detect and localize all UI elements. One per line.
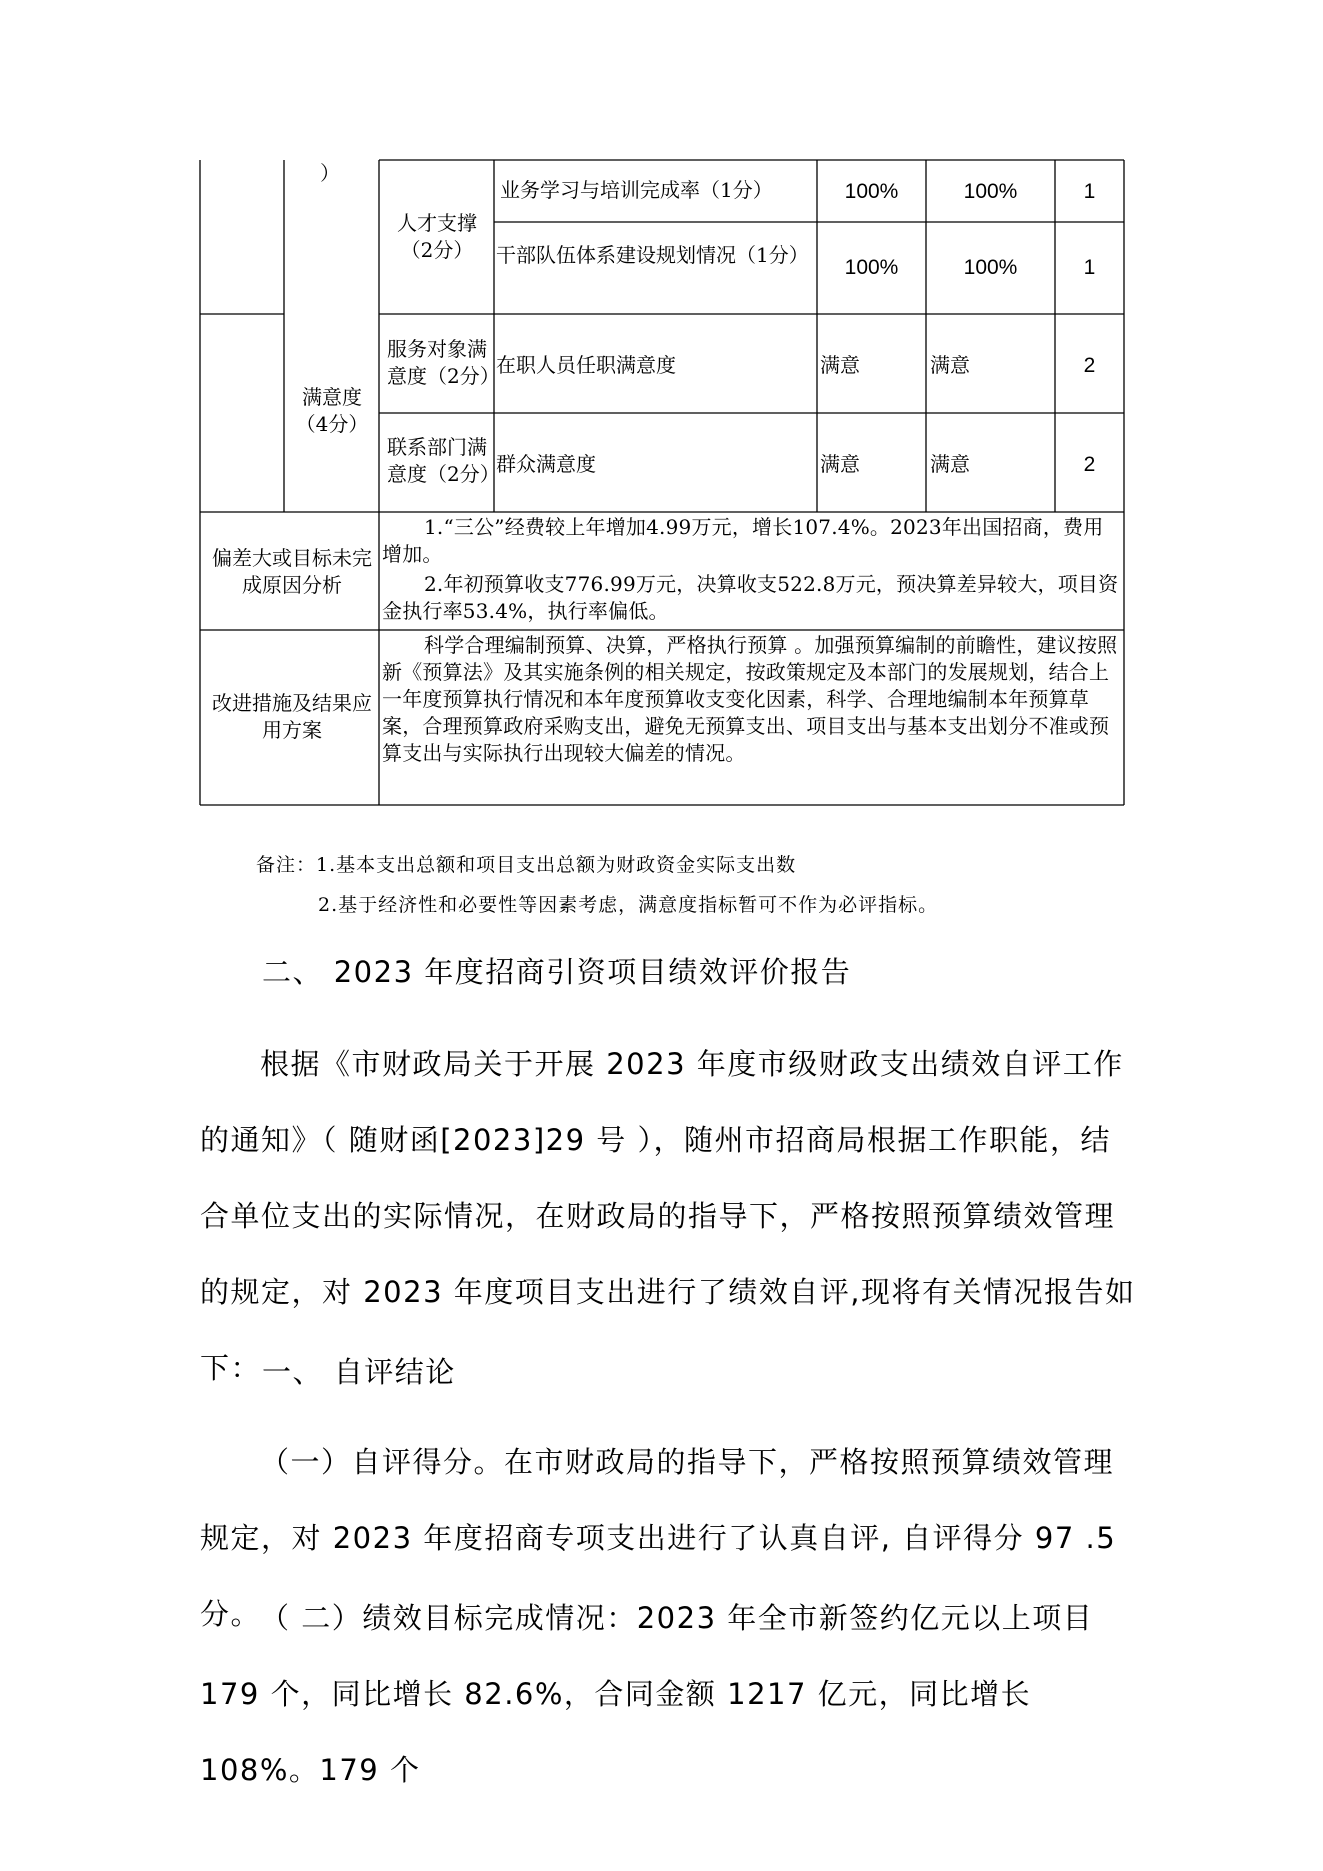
target-public: 满意	[820, 452, 860, 476]
target-staff: 满意	[820, 353, 860, 377]
indicator-staff: 在职人员任职满意度	[496, 353, 676, 377]
deviation-text-2: 2.年初预算收支776.99万元，决算收支522.8万元，预决算差异较大，项目资金执行率53.4%，执行率偏低。	[382, 572, 1119, 623]
talent-support-label: 人才支撑（2分）	[397, 211, 477, 262]
paragraph-score: （一）自评得分。在市财政局的指导下，严格按照预算绩效管理规定，对 2023 年度招商专项支出进行了认真自评, 自评得分 97 .5分。	[200, 1445, 1117, 1631]
actual-public: 满意	[930, 452, 970, 476]
actual-training: 100%	[963, 180, 1018, 203]
target-cadre: 100%	[844, 256, 899, 279]
deviation-label: 偏差大或目标未完成原因分析	[212, 546, 372, 597]
improve-label: 改进措施及结果应用方案	[212, 691, 372, 742]
score-cadre: 1	[1083, 256, 1096, 279]
indicator-training: 业务学习与培训完成率（1分）	[500, 178, 773, 202]
score-staff: 2	[1083, 354, 1096, 377]
actual-staff: 满意	[930, 353, 970, 377]
subheading-self-evaluation: 一、 自评结论	[262, 1355, 456, 1389]
actual-cadre: 100%	[963, 256, 1018, 279]
table-fragment: ）	[320, 161, 340, 185]
indicator-cadre: 干部队伍体系建设规划情况（1分）	[496, 243, 809, 267]
score-public: 2	[1083, 453, 1096, 476]
improve-text: 科学合理编制预算、决算，严格执行预算 。加强预算编制的前瞻性，建议按照新《预算法》及其实施条例的相关规定，按政策规定及本部门的发展规划，结合上一年度预算执行情况和本年度预算收支变化因素，科学、合理地编制本年预算草案，合理预算政府采购支出，避免无预算支出、项目支出与基本支出划分不准或预算支出与实际执行出现较大偏差的情况。	[382, 633, 1118, 765]
target-training: 100%	[844, 180, 899, 203]
paragraph-goal: （ 二）绩效目标完成情况：2023 年全市新签约亿元以上项目 179 个，同比增长 82.6%，合同金额 1217 亿元，同比增长 108%。179 个	[200, 1601, 1094, 1787]
deviation-text-1: 1.“三公”经费较上年增加4.99万元，增长107.4%。2023年出国招商，费用增加。	[382, 515, 1104, 566]
intro-paragraph: 根据《市财政局关于开展 2023 年度市级财政支出绩效自评工作的通知》（ 随财函[2023]29 号 ），随州市招商局根据工作职能，结合单位支出的实际情况，在财政局的指导下，严格按照预算绩效管理的规定，对 2023 年度项目支出进行了绩效自评,现将有关情况报告如下：	[200, 1047, 1136, 1385]
liaison-dept-label: 联系部门满意度（2分）	[387, 435, 500, 486]
indicator-public: 群众满意度	[496, 452, 596, 476]
note-line-1: 备注：1.基本支出总额和项目支出总额为财政资金实际支出数	[256, 854, 797, 876]
satisfaction-label: 满意度（4分）	[295, 385, 369, 436]
service-object-label: 服务对象满意度（2分）	[387, 337, 500, 388]
score-training: 1	[1083, 180, 1096, 203]
note-line-2: 2.基于经济性和必要性等因素考虑，满意度指标暂可不作为必评指标。	[318, 894, 939, 916]
section-title: 二、 2023 年度招商引资项目绩效评价报告	[262, 955, 852, 989]
